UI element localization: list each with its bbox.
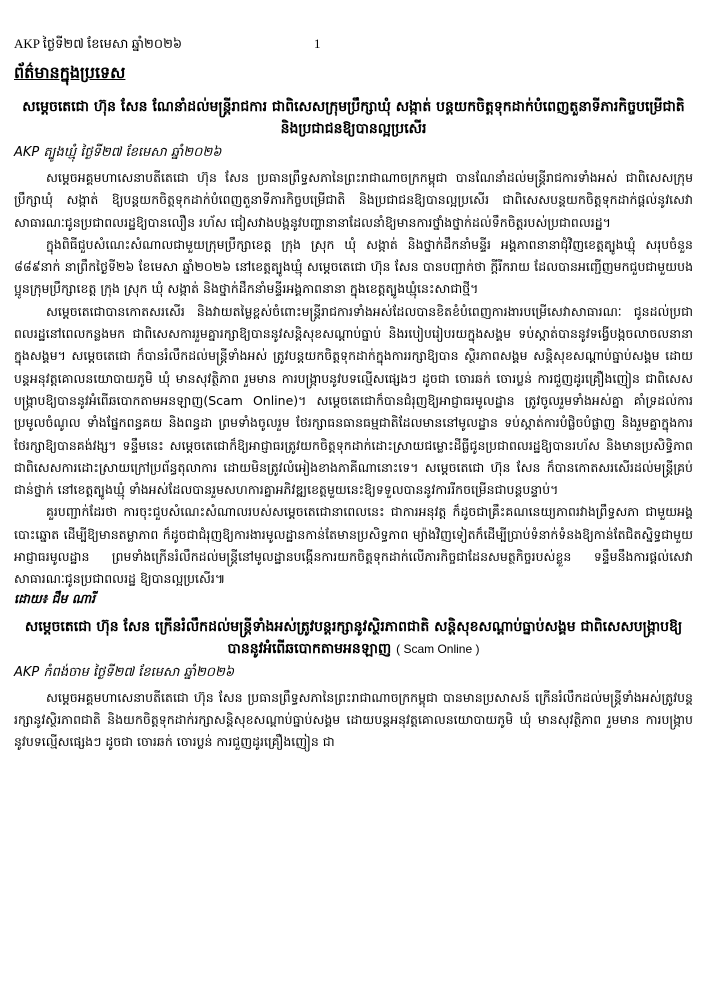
page-number: 1 (314, 36, 321, 51)
article-2-paragraph-1: សម្តេចអគ្គមហាសេនាបតីតេជោ ហ៊ុន សែន ប្រធានព្រឹទ្ធសភានៃព្រះរាជាណាចក្រកម្ពុជា បានមានប្រសាសន៍ ក្រើនរំលឹកដល់មន្ត្រីទាំងអស់ត្រូវបន្តរក្សានូវស្ថិរភាពជាតិ និងយកចិត្តទុកដាក់រក្សាសន្តិសុខសណ្តាប់ធ្នាប់សង្គម ដោយបន្តអនុវត្តគោលនយោបាយភូមិ ឃុំ មានសុវត្ថិភាព រួមមាន ការបង្ក្រាបនូវបទល្មើសផ្សេងៗ ដូចជា ចោរឆក់ ចោរប្លន់ ការជួញដូរគ្រឿងញៀន ជា (14, 689, 693, 750)
article-2-dateline: AKP កំពង់ចាម ថ្ងៃទី២៧ ខែមេសា ឆ្នាំ២០២៦ (14, 664, 235, 680)
page-header (14, 36, 693, 56)
section-title: ព័ត៌មានក្នុងប្រទេស (14, 63, 126, 82)
article-2-title-text: សម្តេចតេជោ ហ៊ុន សែន ក្រើនរំលឹកដល់មន្ត្រីទាំងអស់ត្រូវបន្តរក្សានូវស្ថិរភាពជាតិ សន្តិសុខសណ្តាប់ធ្នាប់សង្គម ជាពិសេសបង្ក្រាបឱ្យបាននូវអំពើឆបោកតាមអនឡាញ (24, 618, 683, 657)
article-1-title: សម្តេចតេជោ ហ៊ុន សែន ណែនាំដល់មន្ត្រីរាជការ ជាពិសេសក្រុមប្រឹក្សាឃុំ សង្កាត់ បន្តយកចិត្តទុកដាក់បំពេញតួនាទីភារកិច្ចបម្រើជាតិ និងប្រជាជនឱ្យបានល្អប្រសើរ (22, 99, 685, 137)
article-2 (14, 616, 693, 754)
article-2-title (14, 616, 693, 660)
article-1-paragraph-2: ក្នុងពិធីជួបសំណេះសំណាលជាមួយក្រុមប្រឹក្សាខេត្ត ក្រុង ស្រុក ឃុំ សង្កាត់ និងថ្នាក់ដឹកនាំមន្ទីរ អង្គភាពនានាជុំវិញខេត្តត្បូងឃ្មុំ សរុបចំនួន ៨៨៩នាក់ នាព្រឹកថ្ងៃទី២៦ ខែមេសា ឆ្នាំ២០២៦ នៅខេត្តត្បូងឃ្មុំ សម្តេចតេជោ ហ៊ុន សែន បានបញ្ជាក់ថា ក្តីរីករាយ ដែលបានអញ្ជើញមកជួបជាមួយបងប្អូនក្រុមប្រឹក្សាខេត្ត ក្រុង ស្រុក ឃុំ សង្កាត់ និងថ្នាក់ដឹកនាំមន្ទីរអង្គភាពនានា ក្នុងខេត្តត្បូងឃ្មុំនេះសាជាថ្មី។ (14, 236, 693, 297)
article-2-title-latin: ( Scam Online ) (396, 641, 480, 656)
article-1-byline: ដោយ៖ ជឹម ណារី (14, 590, 96, 606)
article-1-paragraph-1: សម្តេចអគ្គមហាសេនាបតីតេជោ ហ៊ុន សែន ប្រធានព្រឹទ្ធសភានៃព្រះរាជាណាចក្រកម្ពុជា បានណែនាំដល់មន្ត្រីរាជការទាំងអស់ ជាពិសេសក្រុមប្រឹក្សាឃុំ សង្កាត់ ឱ្យបន្តយកចិត្តទុកដាក់បំពេញតួនាទីភារកិច្ចបម្រើជាតិ និងប្រជាជនឱ្យបានល្អប្រសើរ ជាពិសេសបន្តយកចិត្តទុកដាក់ផ្តល់នូវសេវាសាធារណៈជូនប្រជាពលរដ្ឋឱ្យបានលឿន រហ័ស ជៀសវាងបង្កនូវបញ្ហានានាដែលនាំឱ្យមានការថ្នាំងថ្នាក់ដល់ទឹកចិត្តរបស់ប្រជាពលរដ្ឋ។ (14, 170, 693, 230)
article-1 (14, 96, 693, 610)
article-1-paragraph-4: គួរបញ្ជាក់ដែរថា ការចុះជួបសំណេះសំណាលរបស់សម្តេចតេជោនាពេលនេះ ជាការអនុវត្ត ក៏ដូចជាគ្រឹះគណនេយ្យភាពរវាងព្រឹទ្ធសភា ជាមួយអង្គបោះឆ្នោត ដើម្បីឱ្យមានតម្លាភាព ក៏ដូចជាជំរុញឱ្យការងារមូលដ្ឋានកាន់តែមានប្រសិទ្ធភាព ម្យ៉ាងវិញទៀតក៏ដើម្បីប្រាប់ទំនាក់ទំនងឱ្យកាន់តែជិតស្និទ្ធជាមួយអាជ្ញាធរមូលដ្ឋាន ព្រមទាំងក្រើនរំលឹកដល់មន្ត្រីនៅមូលដ្ឋានបង្កើនការយកចិត្តទុកដាក់លើភារកិច្ចជាដែនសមត្ថកិច្ចរបស់ខ្លួន ទន្ទឹមនឹងការផ្តល់សេវាសាធារណៈជូនប្រជាពលរដ្ឋ ឱ្យបានល្អប្រសើរ៕ (14, 504, 693, 587)
header-date: AKP ថ្ងៃទី២៧ ខែមេសា ឆ្នាំ២០២៦ (14, 36, 183, 51)
article-1-dateline: AKP ត្បូងឃ្មុំ ថ្ងៃទី២៧ ខែមេសា ឆ្នាំ២០២៦ (14, 145, 222, 160)
article-1-paragraph-3: សម្តេចតេជោបានកោតសរសើរ និងវាយតម្លៃខ្ពស់ចំពោះមន្ត្រីរាជការទាំងអស់ដែលបានខិតខំបំពេញការងារបម្រើសេវាសាធារណៈ ជូនដល់ប្រជាពលរដ្ឋនៅពេលកន្លងមក ជាពិសេសការរួមគ្នារក្សាឱ្យបាននូវសន្តិសុខសណ្តាប់ធ្នាប់ និងរបៀបរៀបរយក្នុងសង្គម ទប់ស្កាត់បាននូវទង្វើបង្កចលាចលនានាក្នុងសង្គម។ សម្តេចតេជោ ក៏បានរំលឹកដល់មន្ត្រីទាំងអស់ ត្រូវបន្តយកចិត្តទុកដាក់ក្នុងការរក្សាឱ្យបាន ស្ថិរភាពសង្គម សន្តិសុខសណ្តាប់ធ្នាប់សង្គម ដោយបន្តអនុវត្តគោលនយោបាយភូមិ ឃុំ មានសុវត្ថិភាព រួមមាន ការបង្ក្រាបនូវបទល្មើសផ្សេងៗ ដូចជា ចោរឆក់ ចោរប្លន់ ការជួញដូរគ្រឿងញៀន ជាពិសេសបង្ក្រាបឱ្យបាននូវអំពើឆបោកតាមអនឡាញ(Scam Online)។ សម្តេចតេជោក៏បានជំរុញឱ្យអាជ្ញាធរមូលដ្ឋាន ត្រូវចូលរួមទាំងអស់គ្នា គាំទ្រដល់ការប្រមូលចំណូល ទាំងផ្នែកពន្ធគយ និងពន្ធដា ព្រមទាំងចូលរួម ថែរក្សាធនធានធម្មជាតិដែលមាននៅមូលដ្ឋាន ទប់ស្កាត់ការបំផ្លិចបំផ្លាញ និងរួមគ្នាក្នុងការថែរក្សាឱ្យបានគង់វង្ស។ ទន្ទឹមនេះ សម្តេចតេជោក៏ឱ្យអាជ្ញាធរត្រូវយកចិត្តទុកដាក់ដោះស្រាយជម្លោះដីធ្លីជូនប្រជាពលរដ្ឋឱ្យបានរហ័ស និងមានប្រសិទ្ធិភាព ជាពិសេសការដោះស្រាយក្រៅប្រព័ន្ធតុលាការ ដោយមិនត្រូវលំអៀងខាងភាគីណានោះទេ។ សម្តេចតេជោ ហ៊ុន សែន ក៏បានកោតសរសើរដល់មន្ត្រីគ្រប់ជាន់ថ្នាក់ នៅខេត្តត្បូងឃ្មុំ ទាំងអស់ដែលបានរួមសហការគ្នាអភិវឌ្ឍខេត្តមួយនេះឱ្យទទួលបាននូវការរីកចម្រើនជាបន្តបន្ទាប់។ (14, 303, 693, 498)
